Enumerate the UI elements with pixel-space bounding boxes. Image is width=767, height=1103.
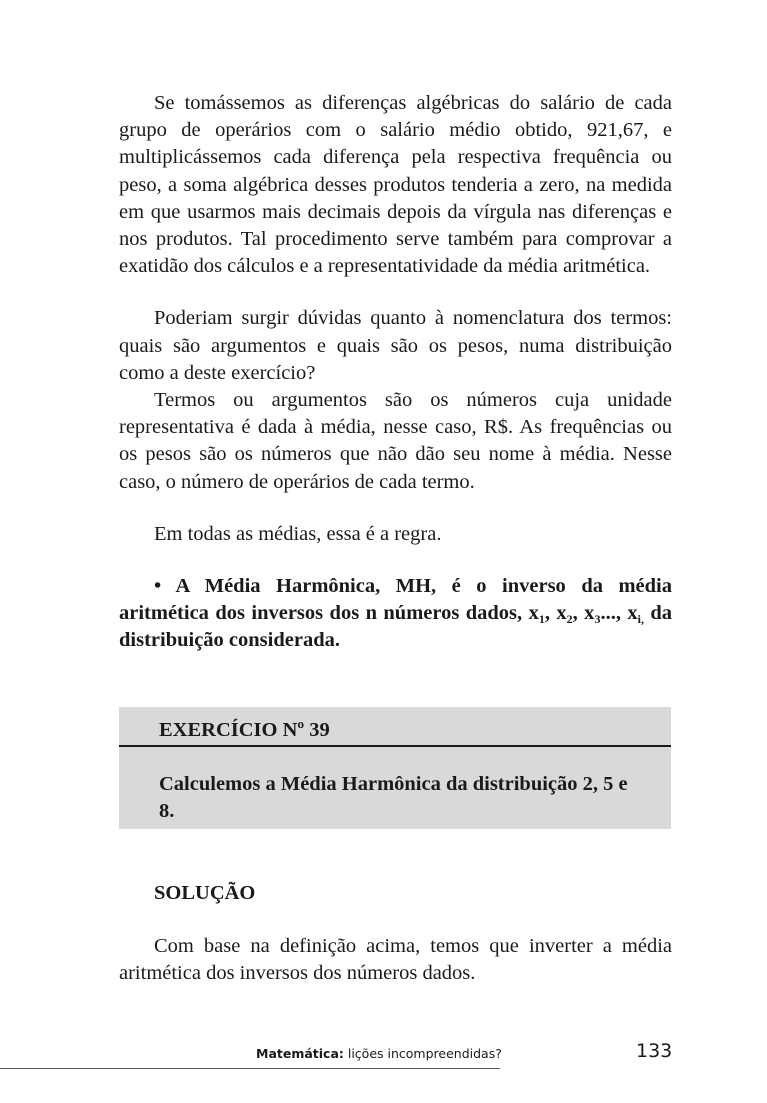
definition-lead: • A Média Harmônica, MH, é o inverso da média aritmética dos inversos dos n números dados, x bbox=[119, 575, 672, 625]
exercise-divider bbox=[119, 745, 671, 747]
paragraph-nomenclature-question: Poderiam surgir dúvidas quanto à nomenclatura dos termos: quais são argumentos e quais são os pesos, numa distribuição como a deste exercício? bbox=[119, 307, 672, 384]
footer-divider bbox=[0, 1068, 500, 1069]
paragraph-salary-differences: Se tomássemos as diferenças algébricas do salário de cada grupo de operários com o salário médio obtido, 921,67, e multiplicássemos cada diferença pela respectiva frequência ou peso, a soma algébrica desses produtos tenderia a zero, na medida em que usarmos mais decimais depois da vírgula nas diferenças e nos produtos. Tal procedimento serve também para comprovar a exatidão dos cálculos e a representatividade da média aritmética. bbox=[119, 92, 672, 278]
footer-book-title bbox=[256, 1046, 502, 1062]
exercise-statement: Calculemos a Média Harmônica da distribuição 2, 5 e 8. bbox=[159, 773, 628, 823]
solution-text: Com base na definição acima, temos que inverter a média aritmética dos inversos dos números dados. bbox=[119, 935, 672, 985]
paragraph-terms-arguments: Termos ou argumentos são os números cuja unidade representativa é dada à média, nesse caso, R$. As frequências ou os pesos são os números que não dão seu nome à média. Nesse caso, o número de operários de cada termo. bbox=[119, 389, 672, 493]
footer-book-title-bold: Matemática: bbox=[256, 1046, 344, 1061]
subscript-i: i, bbox=[637, 612, 644, 627]
footer-book-title-rest: lições incompreendidas? bbox=[343, 1046, 502, 1061]
subscript-2: 2 bbox=[566, 612, 573, 627]
subscript-3: 3 bbox=[594, 612, 601, 627]
paragraph-rule: Em todas as médias, essa é a regra. bbox=[154, 522, 442, 545]
harmonic-mean-definition bbox=[119, 573, 672, 655]
page-number: 133 bbox=[636, 1040, 673, 1062]
exercise-title: EXERCÍCIO Nº 39 bbox=[159, 719, 330, 741]
definition-tail: da distribuição considerada. bbox=[119, 602, 673, 652]
subscript-1: 1 bbox=[538, 612, 545, 627]
solution-heading: SOLUÇÃO bbox=[154, 882, 256, 904]
main-text bbox=[119, 90, 672, 675]
definition-sep-2: , x bbox=[572, 602, 595, 625]
exercise-box bbox=[119, 707, 671, 829]
definition-sep-1: , x bbox=[544, 602, 567, 625]
definition-sep-3: ..., x bbox=[600, 602, 638, 625]
